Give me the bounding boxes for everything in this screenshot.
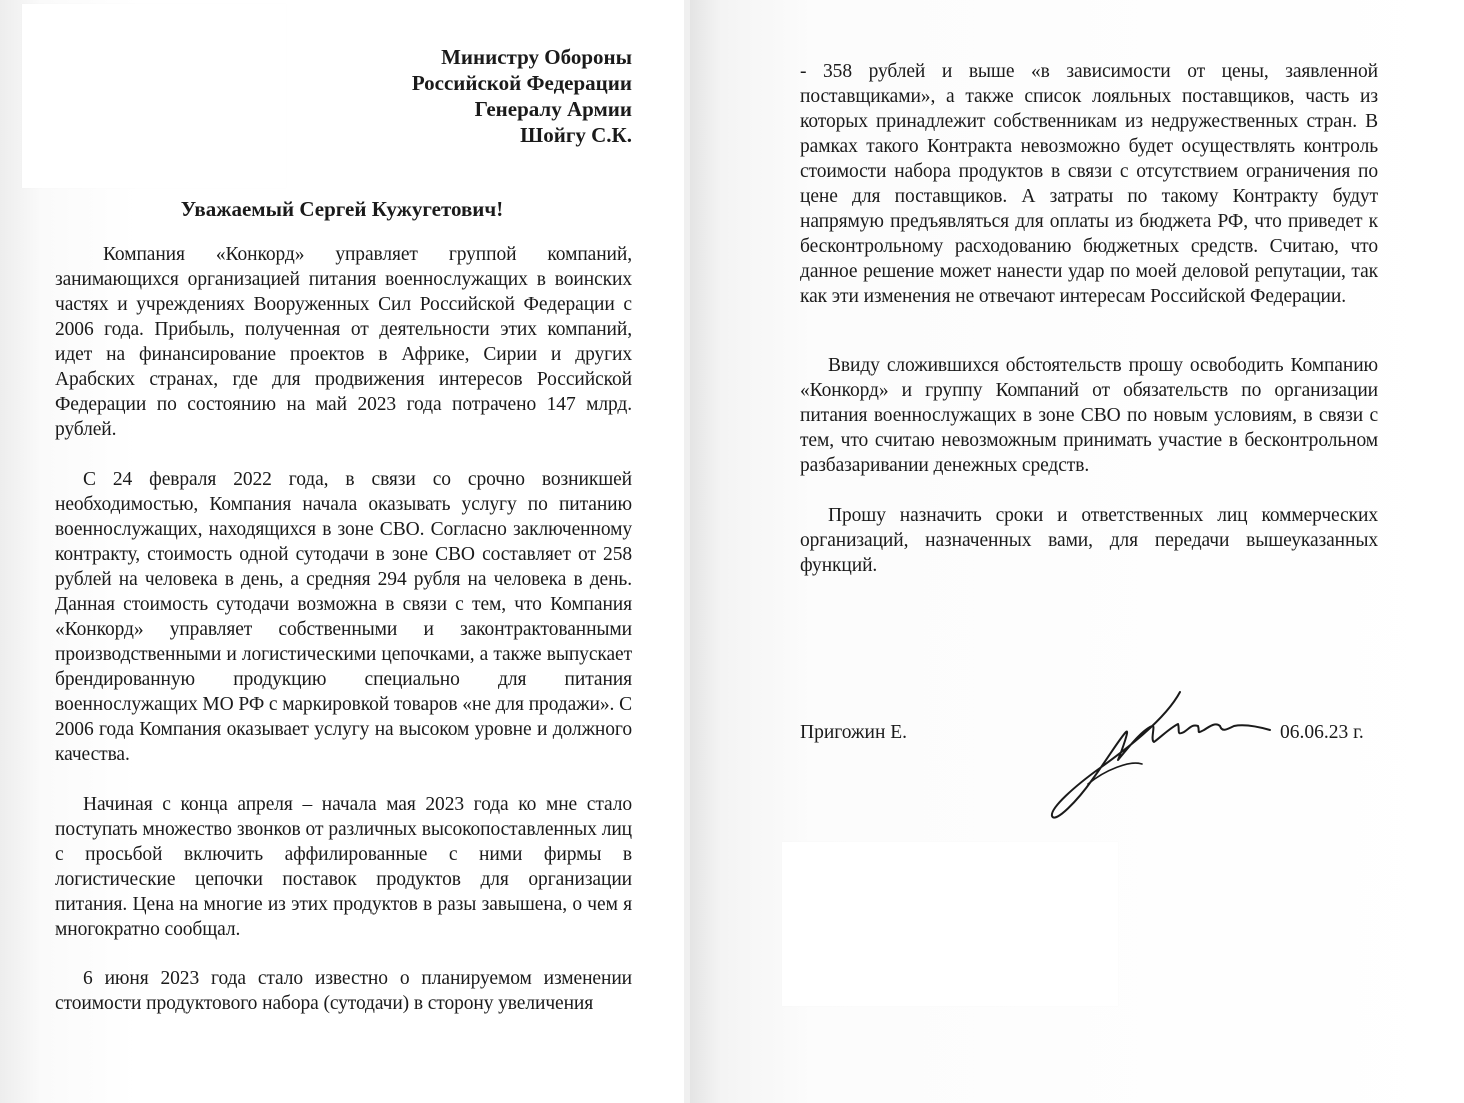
letter-page-left	[0, 0, 684, 1103]
paragraph-4: 6 июня 2023 года стало известно о планируемом изменении стоимости продуктового набора (сутодачи) в сторону увеличения	[55, 968, 632, 1014]
addressee-line-4: Шойгу С.К.	[520, 123, 632, 147]
addressee-line-2: Российской Федерации	[411, 71, 632, 95]
addressee-line-3: Генералу Армии	[474, 97, 632, 121]
paragraph-3: Начиная с конца апреля – начала мая 2023 года ко мне стало поступать множество звонков от различных высокопоставленных лиц с просьбой включить аффилированные с ними фирмы в логистические цепочки поставок продуктов для организации питания. Цена на многие из этих продуктов в разы завышена, о чем я многократно сообщал.	[55, 794, 632, 940]
paragraph-2: С 24 февраля 2022 года, в связи со срочно возникшей необходимостью, Компания начала оказывать услугу по питанию военнослужащих, находящихся в зоне СВО. Согласно заключенному контракту, стоимость одной сутодачи в зоне СВО составляет от 258 рублей на человека в день, а средняя 294 рубля на человека в день. Данная стоимость сутодачи возможна в связи с тем, что Компания «Конкорд» управляет собственными и законтрактованными производственными и логистическими цепочками, а также выпускает брендированную продукцию специально для питания военнослужащих МО РФ с маркировкой товаров «не для продажи». С 2006 года Компания оказывает услугу на высоком уровне и должного качества.	[55, 469, 632, 765]
paragraph-5: - 358 рублей и выше «в зависимости от цены, заявленной поставщиками», а также список лояльных поставщиков, часть из которых принадлежит собственникам из недружественных стран. В рамках такого Контракта невозможно будет осуществлять контроль стоимости набора продуктов в связи с отсутствием ограничения по цене для поставщиков. А затраты по такому Контракту будут напрямую предъявляться для оплаты из бюджета РФ, что приведет к бесконтрольному расходованию бюджетных средств. Считаю, что данное решение может нанести удар по моей деловой репутации, так как эти изменения не отвечают интересам Российской Федерации.	[800, 61, 1378, 307]
paragraph-6: Ввиду сложившихся обстоятельств прошу освободить Компанию «Конкорд» и группу Компаний от обязательств по организации питания военнослужащих в зоне СВО по новым условиям, в связи с тем, что считаю невозможным принимать участие в бесконтрольном разбазаривании денежных средств.	[800, 355, 1378, 476]
salutation: Уважаемый Сергей Кужугетович!	[180, 197, 504, 221]
addressee-line-1: Министру Обороны	[441, 45, 632, 69]
paragraph-7: Прошу назначить сроки и ответственных лиц коммерческих организаций, назначенных вами, для передачи вышеуказанных функций.	[800, 505, 1378, 576]
signature-date: 06.06.23 г.	[1280, 722, 1364, 743]
paragraph-1: Компания «Конкорд» управляет группой компаний, занимающихся организацией питания военнослужащих в воинских частях и учреждениях Вооруженных Сил Российской Федерации с 2006 года. Прибыль, полученная от деятельности этих компаний, идет на финансирование проектов в Африке, Сирии и других Арабских странах, где для продвижения интересов Российской Федерации по состоянию на май 2023 года потрачено 147 млрд. рублей.	[55, 244, 632, 440]
redacted-area-bottom	[782, 842, 1118, 1006]
handwritten-signature	[1030, 680, 1290, 830]
redacted-area-top	[22, 4, 286, 188]
signatory-name: Пригожин Е.	[800, 722, 908, 743]
addressee-block	[300, 44, 632, 148]
